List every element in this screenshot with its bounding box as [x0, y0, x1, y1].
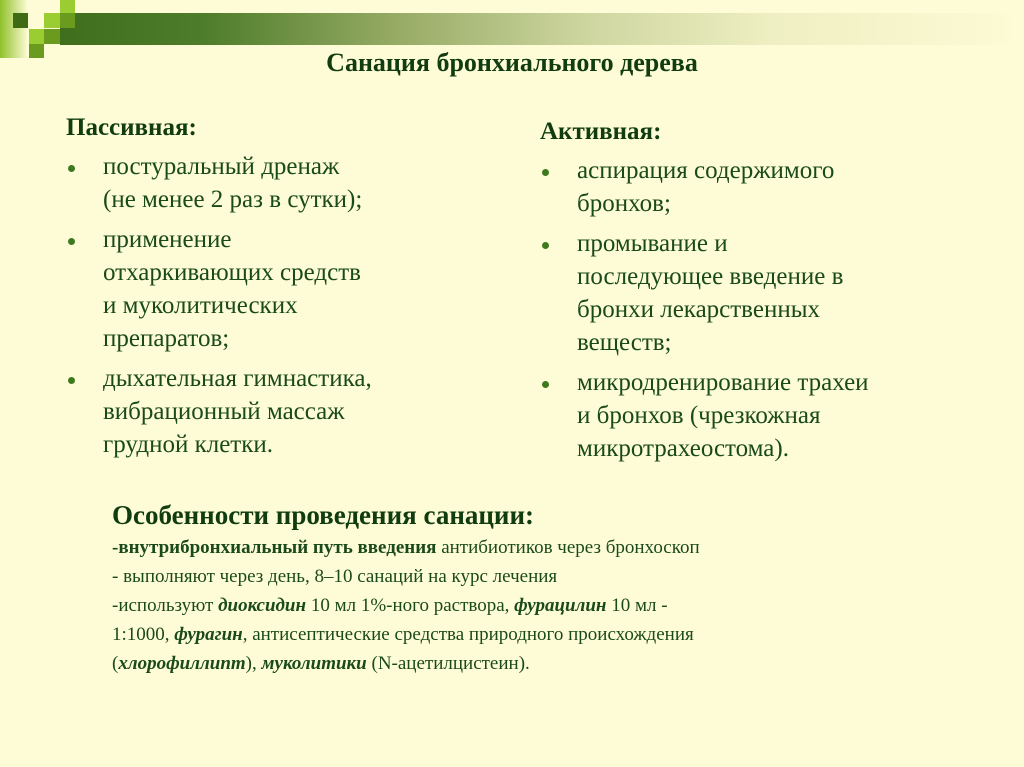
features-line-drugs: -используют диоксидин 10 мл 1%-ного раствора, фурацилин 10 мл - — [112, 595, 668, 616]
decorative-square — [60, 13, 75, 28]
list-item: постуральный дренаж (не менее 2 раз в сутки); — [66, 150, 496, 216]
slide-title: Санация бронхиального дерева — [326, 48, 698, 77]
decorative-square — [44, 29, 60, 44]
bullet-icon — [542, 242, 549, 249]
bullet-icon — [542, 169, 549, 176]
decorative-square — [13, 13, 28, 28]
features-section — [112, 500, 972, 678]
active-list — [540, 154, 970, 465]
list-item: промывание и последующее введение в бронхи лекарственных веществ; — [540, 227, 970, 359]
decorative-square — [44, 13, 60, 28]
features-line-route: -внутрибронхиальный путь введения антибиотиков через бронхоскоп — [112, 537, 700, 558]
features-line-drugs-end: (хлорофиллипт), муколитики (N-ацетилцистеин). — [112, 653, 530, 674]
list-item: дыхательная гимнастика, вибрационный массаж грудной клетки. — [66, 362, 496, 461]
features-line-schedule: - выполняют через день, 8–10 санаций на курс лечения — [112, 566, 558, 587]
bullet-icon — [68, 377, 75, 384]
list-item: применение отхаркивающих средств и муколитических препаратов; — [66, 223, 496, 355]
bullet-icon — [68, 238, 75, 245]
list-item: аспирация содержимого бронхов; — [540, 154, 970, 220]
passive-list — [66, 150, 496, 461]
features-heading: Особенности проведения санации: — [112, 500, 535, 530]
passive-heading: Пассивная: — [66, 114, 197, 141]
active-column — [540, 118, 970, 472]
active-heading: Активная: — [540, 118, 662, 145]
decorative-square — [29, 29, 44, 44]
features-line-drugs-cont: 1:1000, фурагин, антисептические средства природного происхождения — [112, 624, 694, 645]
list-item: микродренирование трахеи и бронхов (чрезкожная микротрахеостома). — [540, 366, 970, 465]
bullet-icon — [68, 165, 75, 172]
passive-column — [66, 114, 496, 468]
bullet-icon — [542, 381, 549, 388]
decorative-square — [60, 0, 75, 13]
decorative-gradient-bar — [60, 13, 1010, 45]
